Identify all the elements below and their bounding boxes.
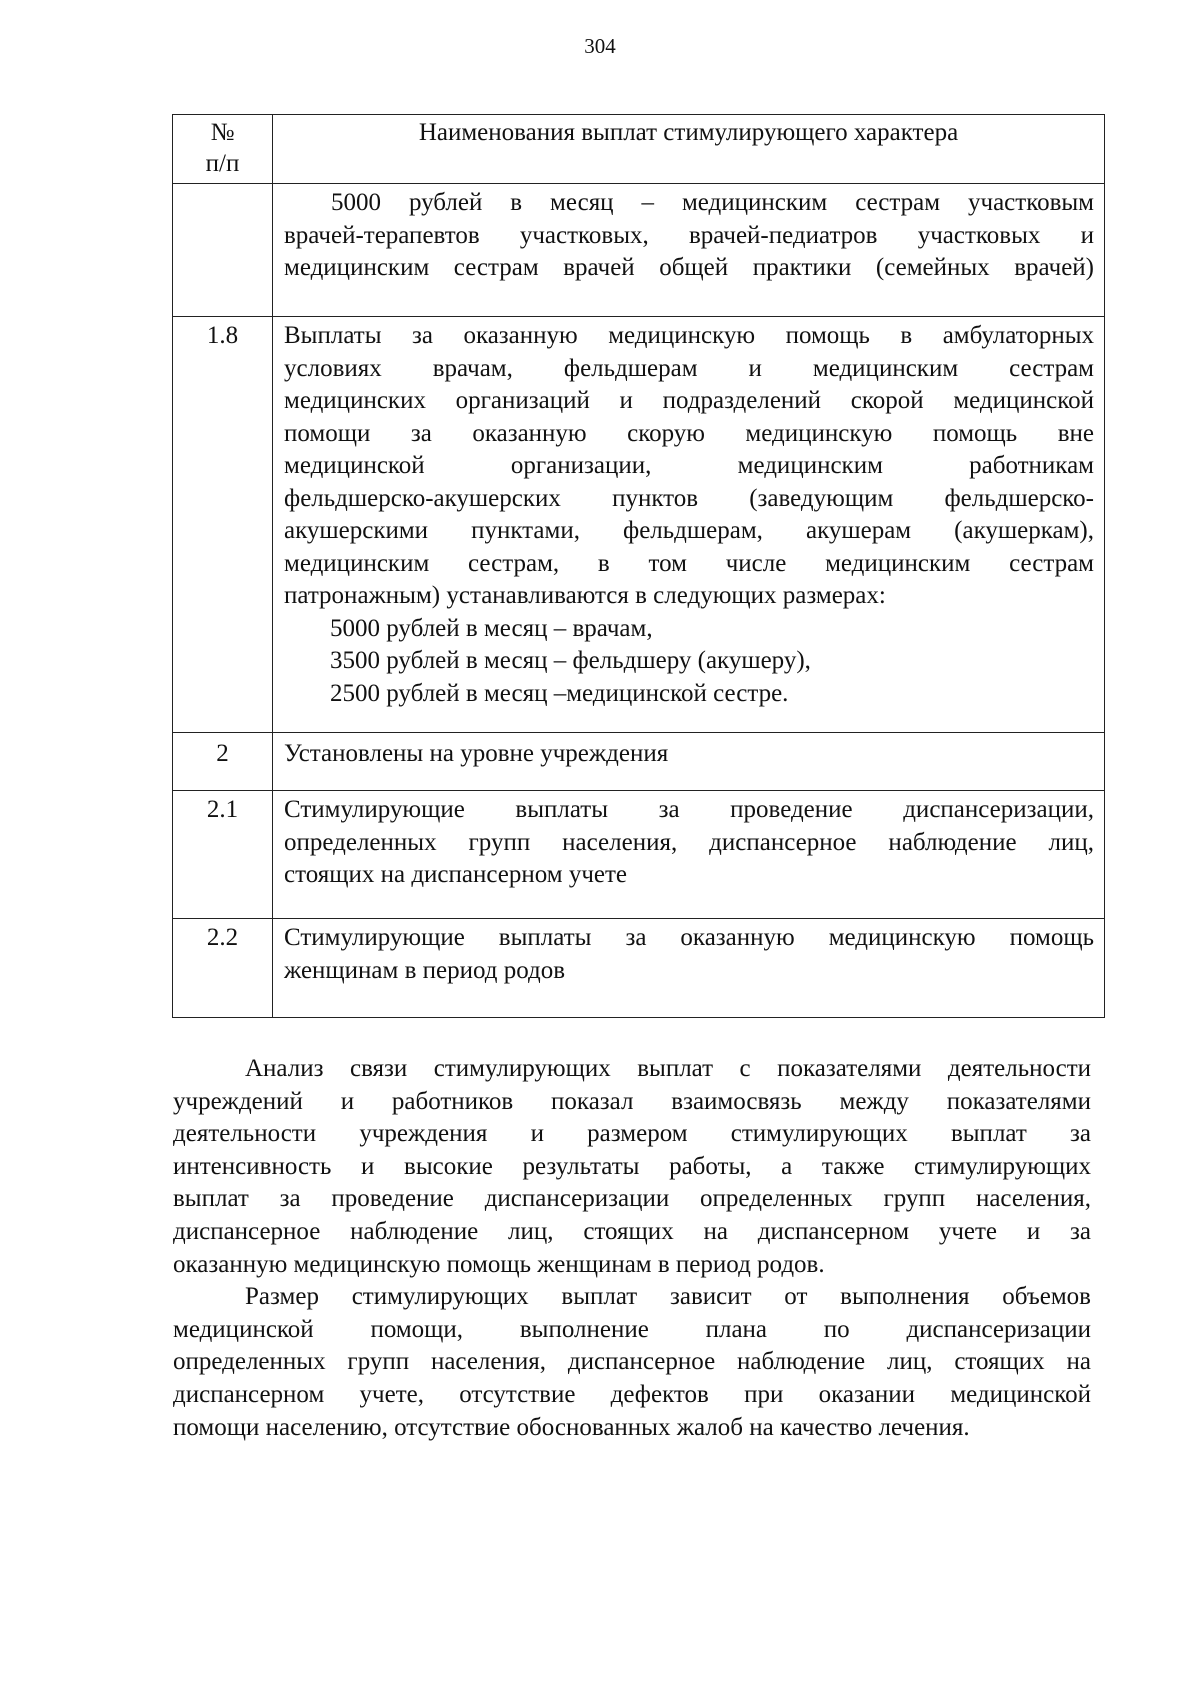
- table-row: [173, 733, 1105, 791]
- text-line: оказанную медицинскую помощь женщинам в период родов.: [173, 1250, 825, 1278]
- paragraph: [173, 1281, 1091, 1444]
- text-line: медицинской организации, медицинским работникам: [284, 452, 1094, 479]
- row-text-cell: [273, 919, 1105, 1018]
- row-number-cell: 2.1: [173, 791, 273, 919]
- table-row: [173, 317, 1105, 733]
- header-number-symbol: №: [210, 119, 235, 146]
- text-line: диспансерное наблюдение лиц, стоящих на диспансерном учете и за: [173, 1217, 1091, 1245]
- page-number: 304: [584, 34, 616, 58]
- text-line: учреждений и работников показал взаимосвязь между показателями: [173, 1087, 1091, 1115]
- row-number-cell: 2.2: [173, 919, 273, 1018]
- row-number-cell: [173, 184, 273, 317]
- text-line: интенсивность и высокие результаты работы, а также стимулирующих: [173, 1152, 1091, 1180]
- header-number-abbrev: п/п: [205, 150, 240, 177]
- section-heading: Установлены на уровне учреждения: [284, 740, 669, 767]
- text-line: определенных групп населения, диспансерное наблюдение лиц,: [284, 828, 1094, 856]
- text-line: 5000 рублей в месяц – медицинским сестрам участковым: [331, 189, 1094, 216]
- row-text-cell: [273, 791, 1105, 919]
- rate-line: 5000 рублей в месяц – врачам,: [330, 614, 653, 642]
- text-line: определенных групп населения, диспансерное наблюдение лиц, стоящих на: [173, 1348, 1091, 1376]
- paragraph: [173, 1053, 1091, 1281]
- payments-table: [172, 114, 1105, 1018]
- text-line: Стимулирующие выплаты за проведение диспансеризации,: [284, 796, 1094, 823]
- text-line: выплат за проведение диспансеризации определенных групп населения,: [173, 1185, 1091, 1213]
- header-number-cell: [173, 115, 273, 184]
- text-line: акушерскими пунктами, фельдшерам, акушерам (акушеркам),: [284, 517, 1094, 544]
- rate-line: 2500 рублей в месяц –медицинской сестре.: [330, 679, 789, 707]
- text-line: медицинским сестрам, в том числе медицинским сестрам: [284, 549, 1094, 577]
- text-line: врачей-терапевтов участковых, врачей-педиатров участковых и: [284, 221, 1094, 249]
- row-number-cell: 1.8: [173, 317, 273, 733]
- body-text: [173, 1053, 1091, 1444]
- text-line: диспансерном учете, отсутствие дефектов при оказании медицинской: [173, 1380, 1091, 1408]
- text-line: фельдшерско-акушерских пунктов (заведующим фельдшерско-: [284, 484, 1094, 512]
- table-row: [173, 184, 1105, 317]
- row-text-cell: [273, 733, 1105, 791]
- text-line: женщинам в период родов: [284, 956, 566, 984]
- text-line: медицинских организаций и подразделений скорой медицинской: [284, 387, 1094, 414]
- text-line: Размер стимулирующих выплат зависит от выполнения объемов: [245, 1283, 1091, 1311]
- text-line: помощи за оказанную скорую медицинскую помощь вне: [284, 419, 1094, 447]
- text-line: стоящих на диспансерном учете: [284, 861, 628, 888]
- row-text-cell: [273, 184, 1105, 317]
- text-line: условиях врачам, фельдшерам и медицинским сестрам: [284, 354, 1094, 382]
- header-name-cell: Наименования выплат стимулирующего характера: [273, 115, 1105, 184]
- table-header-row: [173, 115, 1105, 184]
- text-line: Выплаты за оказанную медицинскую помощь в амбулаторных: [284, 322, 1094, 349]
- text-line: Стимулирующие выплаты за оказанную медицинскую помощь: [284, 924, 1094, 951]
- text-line: медицинским сестрам врачей общей практики (семейных врачей): [284, 254, 1094, 281]
- table-row: [173, 791, 1105, 919]
- row-text-cell: [273, 317, 1105, 733]
- text-line: Анализ связи стимулирующих выплат с показателями деятельности: [245, 1055, 1091, 1082]
- table-row: [173, 919, 1105, 1018]
- text-line: медицинской помощи, выполнение плана по диспансеризации: [173, 1315, 1091, 1343]
- row-number-cell: 2: [173, 733, 273, 791]
- text-line: помощи населению, отсутствие обоснованных жалоб на качество лечения.: [173, 1413, 970, 1441]
- text-line: деятельности учреждения и размером стимулирующих выплат за: [173, 1120, 1091, 1148]
- rate-line: 3500 рублей в месяц – фельдшеру (акушеру),: [330, 647, 811, 674]
- text-line: патронажным) устанавливаются в следующих размерах:: [284, 582, 886, 609]
